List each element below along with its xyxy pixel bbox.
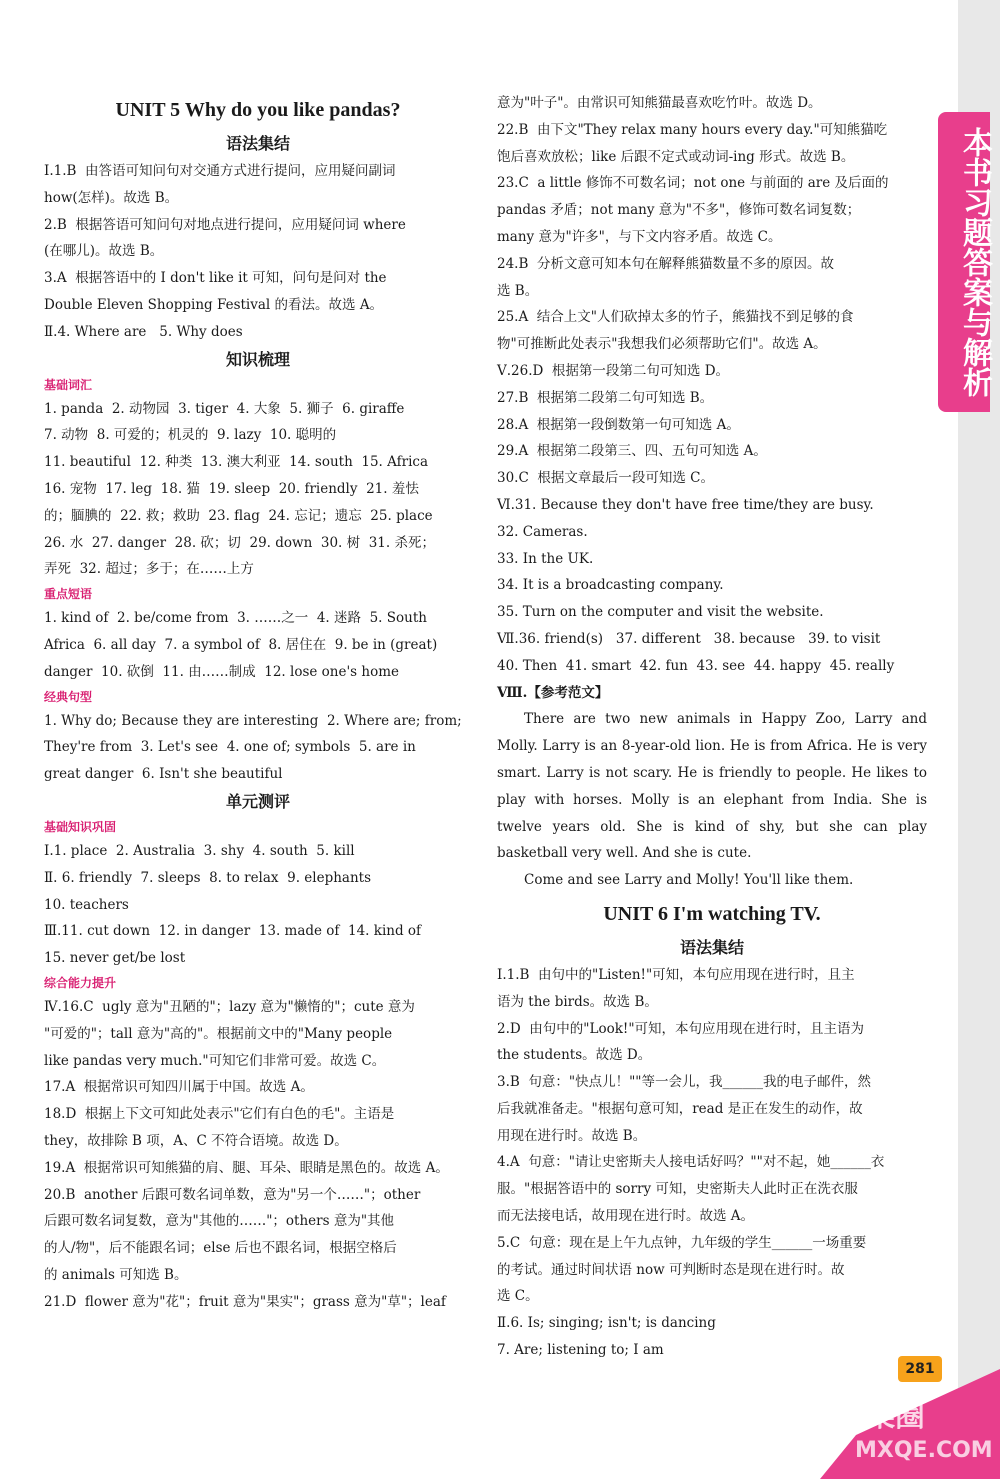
answer-line: Ⅰ.1.B 由答语可知问句对交通方式进行提问，应用疑问副词 — [44, 163, 396, 179]
answer-line: 5.C 句意：现在是上午九点钟，九年级的学生______一场重要 — [497, 1234, 867, 1251]
answer-line: danger 10. 砍倒 11. 由……制成 12. lose one's home — [44, 663, 400, 680]
answer-line: 而无法接电话，故用现在进行时。故选 A。 — [497, 1208, 755, 1225]
answer-line: 的；腼腆的 22. 救；救助 23. flag 24. 忘记；遗忘 25. place — [44, 507, 433, 524]
answer-line: 29.A 根据第二段第三、四、五句可知选 A。 — [497, 443, 767, 460]
answer-line: 7. Are; listening to; I am — [497, 1342, 664, 1359]
section-title: 知识梳理 — [225, 349, 290, 369]
answer-block — [44, 158, 472, 346]
watermark-url: MXQE.COM — [855, 1438, 993, 1463]
answer-line: 33. In the UK. — [497, 550, 594, 567]
answer-line: 后跟可数名词复数，意为"其他的……"；others 意为"其他 — [44, 1213, 395, 1230]
answer-line: 2.B 根据答语可知问句对地点进行提问，应用疑问词 where — [44, 216, 406, 233]
answer-block — [44, 605, 472, 685]
answer-line: (在哪儿)。故选 B。 — [44, 243, 164, 260]
answer-line: 7. 动物 8. 可爱的；机灵的 9. lazy 10. 聪明的 — [44, 427, 337, 444]
answer-block — [44, 838, 472, 972]
answer-line: 16. 宠物 17. leg 18. 猫 19. sleep 20. friendly 21. 羞怯 — [44, 480, 419, 497]
answer-line: 服。"根据答语中的 sorry 可知，史密斯夫人此时正在洗衣服 — [497, 1181, 858, 1198]
answer-line: Ⅴ.26.D 根据第一段第二句可知选 D。 — [497, 362, 730, 379]
answer-line: 的人/物"，后不能跟名词；else 后也不跟名词，根据空格后 — [44, 1240, 397, 1257]
answer-line: 17.A 根据常识可知四川属于中国。故选 A。 — [44, 1079, 314, 1096]
unit-title: UNIT 5 Why do you like pandas? — [115, 99, 401, 121]
answer-line: 25.A 结合上文"人们砍掉太多的竹子，熊猫找不到足够的食 — [497, 309, 854, 326]
answer-line: like pandas very much."可知它们非常可爱。故选 C。 — [44, 1052, 386, 1069]
subsection-label: 经典句型 — [44, 689, 93, 704]
section-title: 语法集结 — [225, 134, 290, 153]
answer-line: 语为 the birds。故选 B。 — [497, 993, 658, 1010]
answer-line: 15. never get/be lost — [44, 950, 186, 967]
answer-line: Ⅶ.36. friend(s) 37. different 38. because 39. to visit — [497, 630, 881, 647]
right-column — [497, 90, 927, 1364]
essay-paragraph: There are two new animals in Happy Zoo, Larry and Molly. Larry is an 8-year-old lion. He is from Africa. He is very smart. Larry is not scary. He is friendly to people. He likes to play with horses. Molly is an elephant from India. She is twelve years old. She is kind of shy, but she can play basketball very well. And she is cute. — [497, 711, 927, 862]
answer-line: 后我就准备走。"根据句意可知，read 是正在发生的动作，故 — [497, 1100, 863, 1117]
answer-block — [497, 90, 927, 680]
answer-line: 11. beautiful 12. 种类 13. 澳大利亚 14. south 15. Africa — [44, 454, 429, 471]
answer-line: 20.B another 后跟可数名词单数，意为"另一个……"；other — [44, 1186, 421, 1203]
section-title: 语法集结 — [679, 937, 744, 957]
answer-line: 用现在进行时。故选 B。 — [497, 1127, 647, 1144]
answer-line: Ⅱ.6. Is; singing; isn't; is dancing — [497, 1315, 716, 1332]
answer-line: Ⅰ.1. place 2. Australia 3. shy 4. south 5. kill — [44, 842, 355, 859]
section-title: 单元测评 — [225, 791, 290, 811]
answer-line: 32. Cameras. — [497, 523, 588, 540]
answer-line: 18.D 根据上下文可知此处表示"它们有白色的毛"。主语是 — [44, 1106, 395, 1123]
answer-line: 26. 水 27. danger 28. 砍；切 29. down 30. 树 31. 杀死； — [44, 534, 435, 551]
answer-line: 27.B 根据第二段第二句可知选 B。 — [497, 389, 714, 406]
answer-line: the students。故选 D。 — [497, 1047, 652, 1064]
answer-line: Ⅱ.4. Where are 5. Why does — [44, 323, 243, 340]
answer-line: 1. kind of 2. be/come from 3. ……之一 4. 迷路 5. South — [44, 610, 427, 627]
answer-line: many 意为"许多"，与下文内容矛盾。故选 C。 — [497, 228, 782, 245]
subsection-label: 重点短语 — [44, 587, 93, 602]
answer-line: 4.A 句意："请让史密斯夫人接电话好吗？""对不起，她______衣 — [497, 1154, 885, 1171]
answer-line: 饱后喜欢放松；like 后跟不定式或动词-ing 形式。故选 B。 — [497, 148, 855, 165]
answer-line: Ⅳ.16.C ugly 意为"丑陋的"；lazy 意为"懒惰的"；cute 意为 — [44, 998, 415, 1015]
answer-line: they，故排除 B 项，A、C 不符合语境。故选 D。 — [44, 1132, 348, 1149]
page-number: 281 — [898, 1356, 942, 1382]
answer-line: Ⅱ. 6. friendly 7. sleeps 8. to relax 9. elephants — [44, 869, 372, 886]
answer-line: how(怎样)。故选 B。 — [44, 189, 179, 206]
answer-line: 35. Turn on the computer and visit the website. — [497, 604, 824, 621]
answer-line: 23.C a little 修饰不可数名词；not one 与前面的 are 及后面的 — [497, 175, 889, 192]
essay-paragraph: Come and see Larry and Molly! You'll like them. — [524, 872, 854, 889]
watermark-logo: 答案圈 — [835, 1399, 925, 1434]
answer-line: 的考试。通过时间状语 now 可判断时态是现在进行时。故 — [497, 1261, 845, 1278]
answer-line: 30.C 根据文章最后一段可知选 C。 — [497, 470, 715, 487]
answer-line: Africa 6. all day 7. a symbol of 8. 居住在 9. be in (great) — [44, 636, 438, 653]
answer-line: pandas 矛盾；not many 意为"不多"，修饰可数名词复数； — [497, 202, 861, 219]
answer-line: 选 C。 — [497, 1288, 539, 1305]
answer-block — [497, 962, 927, 1364]
answer-line: 弄死 32. 超过；多于；在……上方 — [44, 561, 254, 578]
answer-line: "可爱的"；tall 意为"高的"。根据前文中的"Many people — [44, 1025, 393, 1042]
answer-line: 22.B 由下文"They relax many hours every day."可知熊猫吃 — [497, 121, 888, 138]
subsection-label: 综合能力提升 — [44, 975, 117, 990]
answer-line: 选 B。 — [497, 282, 539, 299]
answer-line: 的 animals 可知选 B。 — [44, 1266, 188, 1283]
answer-line: 1. panda 2. 动物园 3. tiger 4. 大象 5. 狮子 6. giraffe — [44, 400, 405, 417]
answer-line: 3.A 根据答语中的 I don't like it 可知，问句是问对 the — [44, 270, 387, 287]
answer-line: 34. It is a broadcasting company. — [497, 577, 724, 594]
answer-line: Ⅲ.11. cut down 12. in danger 13. made of 14. kind of — [44, 923, 422, 940]
side-tab: 本书习题答案与解析 — [938, 112, 990, 412]
answer-line: 24.B 分析文意可知本句在解释熊猫数量不多的原因。故 — [497, 255, 834, 272]
answer-line: 19.A 根据常识可知熊猫的肩、腿、耳朵、眼睛是黑色的。故选 A。 — [44, 1159, 449, 1176]
answer-line: 意为"叶子"。由常识可知熊猫最喜欢吃竹叶。故选 D。 — [497, 95, 822, 111]
answer-line: 21.D flower 意为"花"；fruit 意为"果实"；grass 意为"草"；leaf — [44, 1293, 446, 1310]
essay-label: Ⅷ.【参考范文】 — [497, 684, 609, 701]
unit-title: UNIT 6 I'm watching TV. — [603, 902, 821, 925]
answer-line: 10. teachers — [44, 896, 129, 913]
answer-line: Ⅰ.1.B 由句中的"Listen!"可知，本句应用现在进行时，且主 — [497, 966, 855, 983]
answer-line: 3.B 句意："快点儿！""等一会儿，我______我的电子邮件，然 — [497, 1074, 872, 1091]
subsection-label: 基础词汇 — [44, 377, 93, 392]
answer-line: Ⅵ.31. Because they don't have free time/they are busy. — [497, 496, 874, 513]
answer-line: 40. Then 41. smart 42. fun 43. see 44. happy 45. really — [497, 657, 895, 674]
answer-line: 2.D 由句中的"Look!"可知，本句应用现在进行时，且主语为 — [497, 1020, 865, 1037]
answer-line: Double Eleven Shopping Festival 的看法。故选 A。 — [44, 296, 384, 313]
answer-line: They're from 3. Let's see 4. one of; symbols 5. are in — [44, 739, 416, 756]
answer-line: 1. Why do; Because they are interesting 2. Where are; from; — [44, 712, 462, 729]
answer-line: 28.A 根据第一段倒数第一句可知选 A。 — [497, 416, 740, 433]
answer-line: 物"可推断此处表示"我想我们必须帮助它们"。故选 A。 — [497, 336, 827, 353]
answer-block — [44, 994, 472, 1316]
answer-line: great danger 6. Isn't she beautiful — [44, 766, 283, 783]
left-column — [44, 90, 472, 1315]
answer-block — [44, 708, 472, 788]
subsection-label: 基础知识巩固 — [44, 819, 117, 834]
answer-block — [44, 396, 472, 584]
